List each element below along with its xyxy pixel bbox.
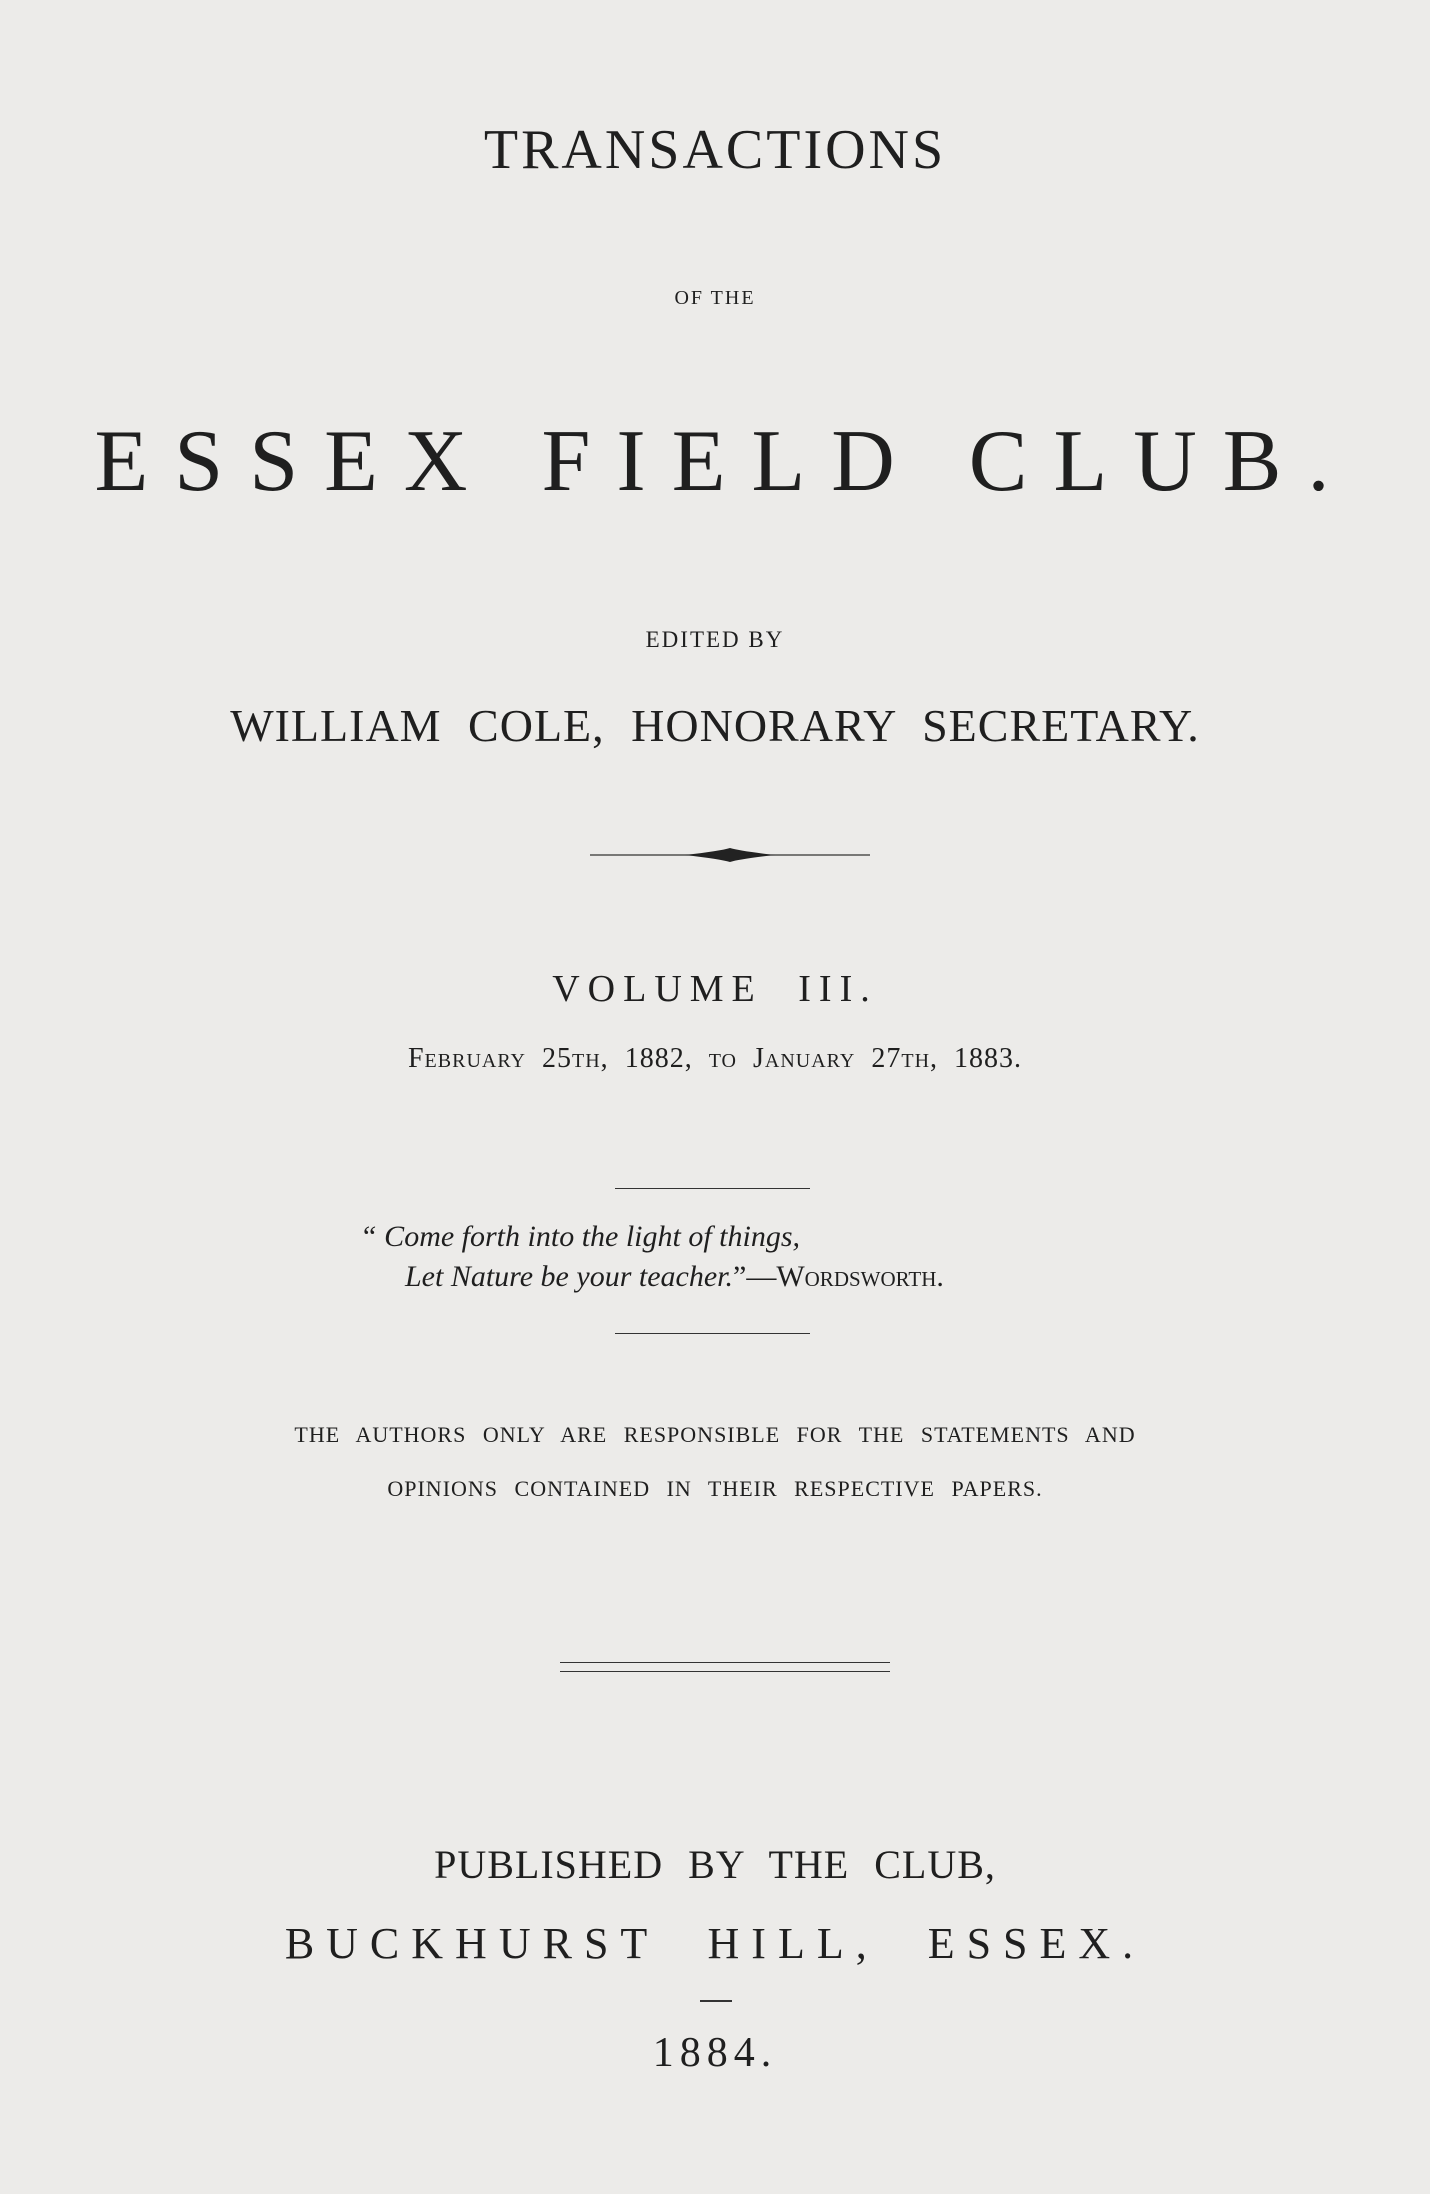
double-rule-divider xyxy=(560,1662,890,1672)
publication-year: 1884. xyxy=(652,2030,778,2076)
epigraph-line-2 xyxy=(405,1260,944,1294)
date-from-day: 25th, xyxy=(542,1043,609,1074)
epigraph-line-2-text: Let Nature be your teacher. xyxy=(405,1260,733,1293)
epigraph-close: ”— xyxy=(733,1260,777,1293)
date-to-word: to xyxy=(708,1043,737,1074)
disclaimer-line-1: THE AUTHORS ONLY ARE RESPONSIBLE FOR THE STATEMENTS AND xyxy=(294,1422,1136,1447)
date-to-year: 1883. xyxy=(954,1043,1023,1074)
place-line: BUCKHURST HILL, ESSEX. xyxy=(284,1919,1146,1968)
disclaimer-line-2: OPINIONS CONTAINED IN THEIR RESPECTIVE PAPERS. xyxy=(387,1476,1043,1501)
divider-rule xyxy=(615,1333,810,1334)
edited-by-label: EDITED BY xyxy=(645,627,785,652)
date-from-year: 1882, xyxy=(624,1043,693,1074)
ornamental-rule-icon xyxy=(590,845,870,865)
volume-label: VOLUME III. xyxy=(552,968,878,1010)
editor-name: WILLIAM COLE, HONORARY SECRETARY. xyxy=(230,700,1200,751)
date-range xyxy=(0,1045,1430,1073)
date-from-month: February xyxy=(407,1043,527,1074)
publisher-line: PUBLISHED BY THE CLUB, xyxy=(434,1842,996,1887)
epigraph-author: Wordsworth. xyxy=(776,1260,944,1293)
epigraph-line-1: “ Come forth into the light of things, xyxy=(360,1220,801,1253)
club-name-heading: ESSEX FIELD CLUB. xyxy=(94,413,1356,510)
series-title: TRANSACTIONS xyxy=(483,119,947,181)
short-rule xyxy=(700,2000,732,2002)
of-the-label: OF THE xyxy=(674,287,756,309)
date-to-month: January xyxy=(753,1043,856,1074)
divider-rule xyxy=(615,1188,810,1189)
date-to-day: 27th, xyxy=(871,1043,939,1074)
